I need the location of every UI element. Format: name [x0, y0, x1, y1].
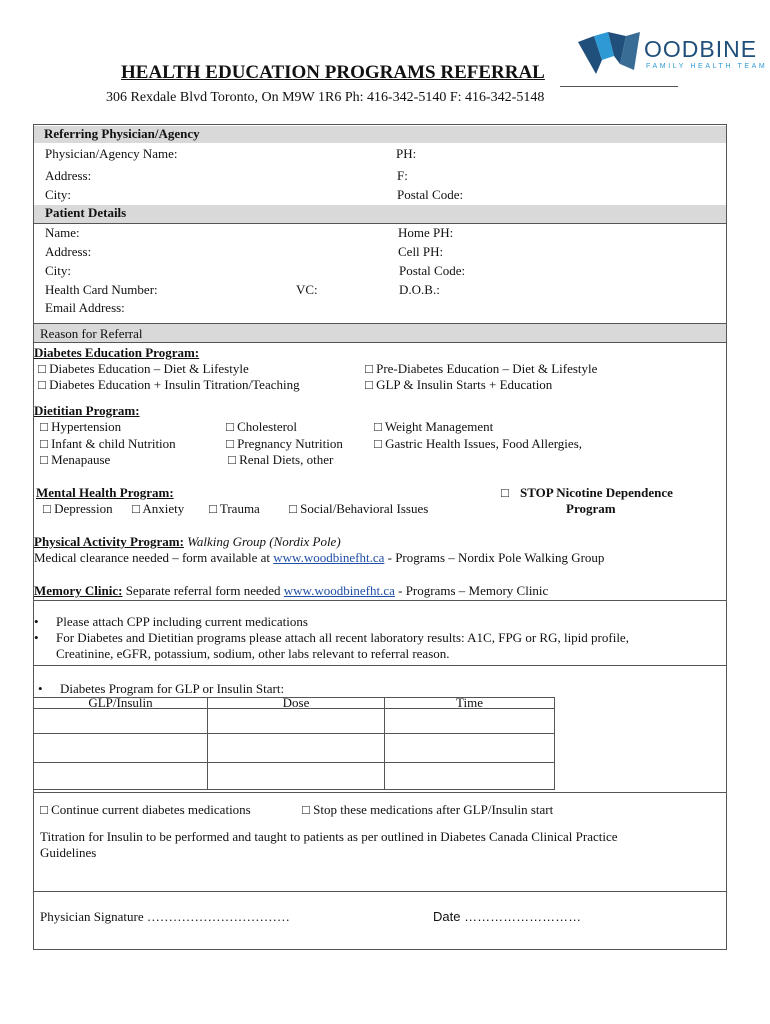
- mental-health-title: Mental Health Program:: [36, 485, 174, 500]
- dietitian-option[interactable]: □ Pregnancy Nutrition: [226, 436, 343, 451]
- clinic-address: 306 Rexdale Blvd Toronto, On M9W 1R6 Ph: 416-342-5140 F: 416-342-5148: [106, 90, 545, 105]
- col-glp-insulin: GLP/Insulin: [34, 698, 208, 709]
- referring-header: Referring Physician/Agency: [44, 126, 200, 141]
- dietitian-option[interactable]: □ Hypertension: [40, 419, 122, 434]
- physician-address-label: Address:: [45, 168, 92, 183]
- physical-note-text: Medical clearance needed – form available at: [34, 550, 274, 565]
- nicotine-program-line2: Program: [566, 501, 616, 516]
- patient-city-label: City:: [45, 263, 72, 278]
- dose-cell[interactable]: [208, 763, 385, 790]
- meds-top-rule: [33, 792, 726, 793]
- mental-option[interactable]: □ Depression: [43, 501, 113, 516]
- patient-home-ph-label: Home PH:: [398, 225, 454, 240]
- title-rule: [560, 86, 678, 87]
- diabetes-option[interactable]: □ Pre-Diabetes Education – Diet & Lifestyle: [365, 361, 598, 376]
- signature-top-rule: [33, 891, 726, 892]
- table-row: [34, 763, 555, 790]
- mental-option[interactable]: □ Anxiety: [132, 501, 185, 516]
- reason-bottom-rule: [33, 342, 726, 343]
- dietitian-program-title: Dietitian Program:: [34, 403, 140, 418]
- frame-bottom: [33, 949, 726, 950]
- physician-ph-label: PH:: [396, 146, 417, 161]
- physician-postal-label: Postal Code:: [397, 187, 464, 202]
- woodbine-link[interactable]: www.woodbinefht.ca: [273, 550, 385, 565]
- mental-option[interactable]: □ Trauma: [209, 501, 260, 516]
- dietitian-option[interactable]: □ Menapause: [40, 452, 111, 467]
- logo-subtitle: FAMILY HEALTH TEAM: [646, 63, 768, 70]
- glp-label: Diabetes Program for GLP or Insulin Start:: [60, 681, 285, 696]
- frame-top: [33, 124, 726, 125]
- time-cell[interactable]: [385, 763, 555, 790]
- glp-cell[interactable]: [34, 709, 208, 734]
- notes-bottom-rule: [33, 665, 726, 666]
- memory-clinic-row: [34, 583, 548, 599]
- glp-cell[interactable]: [34, 734, 208, 763]
- physical-activity-subtitle: Walking Group (Nordix Pole): [187, 534, 341, 549]
- patient-header: Patient Details: [45, 205, 127, 220]
- frame-right: [726, 124, 727, 950]
- col-time: Time: [385, 698, 555, 709]
- note-bullet-2-cont: Creatinine, eGFR, potassium, sodium, other labs relevant to referral reason.: [56, 646, 450, 661]
- titration-note-cont: Guidelines: [40, 845, 97, 860]
- dietitian-option[interactable]: □ Weight Management: [374, 419, 494, 434]
- physical-activity-note: [34, 550, 604, 566]
- logo-wordmark: OODBINE: [644, 36, 758, 62]
- physician-city-label: City:: [45, 187, 72, 202]
- patient-header-bar: [34, 205, 726, 223]
- glp-cell[interactable]: [34, 763, 208, 790]
- dose-cell[interactable]: [208, 709, 385, 734]
- memory-clinic-suffix: - Programs – Memory Clinic: [394, 583, 549, 598]
- mental-option[interactable]: □ Social/Behavioral Issues: [289, 501, 429, 516]
- table-header-row: [34, 698, 555, 709]
- bullet-icon: •: [38, 681, 43, 696]
- dietitian-option[interactable]: □ Cholesterol: [226, 419, 298, 434]
- stop-meds-option[interactable]: □ Stop these medications after GLP/Insulin start: [302, 802, 554, 817]
- page-title: HEALTH EDUCATION PROGRAMS REFERRAL: [121, 62, 545, 83]
- memory-clinic-title: Memory Clinic:: [34, 583, 123, 598]
- table-row: [34, 709, 555, 734]
- glp-insulin-table: [33, 697, 555, 790]
- date-field[interactable]: Date ………………………: [433, 909, 582, 924]
- diabetes-program-title: Diabetes Education Program:: [34, 345, 200, 360]
- dietitian-option[interactable]: □ Renal Diets, other: [228, 452, 334, 467]
- physician-name-label: Physician/Agency Name:: [45, 146, 178, 161]
- dob-label: D.O.B.:: [399, 282, 440, 297]
- diabetes-option[interactable]: □ GLP & Insulin Starts + Education: [365, 377, 553, 392]
- note-bullet-1: Please attach CPP including current medications: [56, 614, 308, 629]
- table-row: [34, 734, 555, 763]
- nicotine-checkbox[interactable]: □: [501, 485, 509, 500]
- bullet-icon: •: [34, 614, 39, 629]
- patient-cell-ph-label: Cell PH:: [398, 244, 444, 259]
- patient-address-label: Address:: [45, 244, 92, 259]
- physical-activity-row: [34, 534, 341, 550]
- woodbine-logo-icon: [574, 30, 646, 78]
- email-label: Email Address:: [45, 300, 125, 315]
- notes-top-rule: [33, 600, 726, 601]
- logo: [574, 30, 768, 82]
- titration-note: Titration for Insulin to be performed and taught to patients as per outlined in Diabetes Canada Clinical Practice: [40, 829, 618, 844]
- patient-name-label: Name:: [45, 225, 80, 240]
- physical-note-suffix: - Programs – Nordix Pole Walking Group: [384, 550, 605, 565]
- dietitian-option[interactable]: □ Infant & child Nutrition: [40, 436, 176, 451]
- memory-clinic-text: Separate referral form needed: [122, 583, 284, 598]
- patient-postal-label: Postal Code:: [399, 263, 466, 278]
- dose-cell[interactable]: [208, 734, 385, 763]
- diabetes-option[interactable]: □ Diabetes Education – Diet & Lifestyle: [38, 361, 249, 376]
- note-bullet-2: For Diabetes and Dietitian programs please attach all recent laboratory results: A1C, FPG or RG, lipid profile,: [56, 630, 629, 645]
- diabetes-option[interactable]: □ Diabetes Education + Insulin Titration/Teaching: [38, 377, 300, 392]
- health-card-label: Health Card Number:: [45, 282, 158, 297]
- time-cell[interactable]: [385, 709, 555, 734]
- dietitian-option[interactable]: □ Gastric Health Issues, Food Allergies,: [374, 436, 582, 451]
- time-cell[interactable]: [385, 734, 555, 763]
- reason-header: Reason for Referral: [40, 326, 143, 341]
- vc-label: VC:: [296, 282, 318, 297]
- bullet-icon: •: [34, 630, 39, 645]
- continue-meds-option[interactable]: □ Continue current diabetes medications: [40, 802, 251, 817]
- nicotine-program-line1: STOP Nicotine Dependence: [520, 485, 673, 500]
- woodbine-link[interactable]: www.woodbinefht.ca: [283, 583, 395, 598]
- physician-signature-field[interactable]: Physician Signature ……………………………: [40, 909, 290, 924]
- col-dose: Dose: [208, 698, 385, 709]
- physician-fax-label: F:: [397, 168, 408, 183]
- physical-activity-title: Physical Activity Program:: [34, 534, 184, 549]
- patient-header-rule: [34, 223, 726, 224]
